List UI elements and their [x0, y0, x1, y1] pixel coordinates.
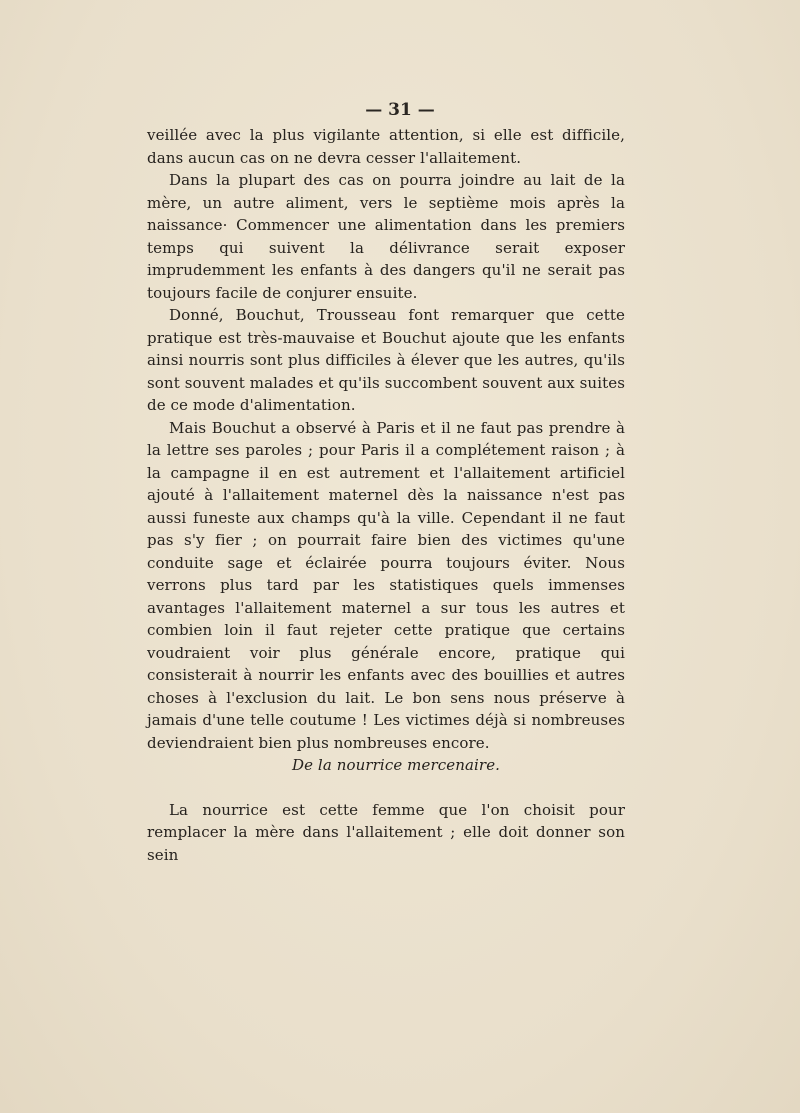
paragraph-feeding-timing: Dans la plupart des cas on pourra joindre au lait de la mère, un autre aliment, vers le septième mois après la naissance· Commencer une alimentation dans les premiers temps qui suivent la délivrance serait exposer imprudemment les enfants à des dangers qu'il ne serait pas toujours facile de conjurer ensuite.: [147, 171, 625, 302]
paragraph-continuation: veillée avec la plus vigilante attention, si elle est difficile, dans aucun cas on ne devra cesser l'allaitement.: [147, 126, 625, 167]
paragraph-bouchut-remark: Donné, Bouchut, Trousseau font remarquer que cette pratique est très-mauvaise et Bouchut ajoute que les enfants ainsi nourris sont plus difficiles à élever que les autres, qu'ils sont souvent malades et qu'ils succombent souvent aux suites de ce mode d'alimentation.: [147, 306, 625, 414]
paragraph-paris-observation: Mais Bouchut a observé à Paris et il ne faut pas prendre à la lettre ses paroles ; pour Paris il a complétement raison ; à la campagne il en est autrement et l'allaitement artificiel ajouté à l'allaitement maternel dès la naissance n'est pas aussi funeste aux champs qu'à la ville. Cependant il ne faut pas s'y fier ; on pourrait faire bien des victimes qu'une conduite sage et éclairée pourra toujours éviter. Nous verrons plus tard par les statistiques quels immenses avantages l'allaitement maternel a sur tous les autres et combien loin il faut rejeter cette pratique que certains voudraient voir plus générale encore, pratique qui consisterait à nourrir les enfants avec des bouillies et autres choses à l'exclusion du lait. Le bon sens nous préserve à jamais d'une telle coutume ! Les victimes déjà si nombreuses deviendraient bien plus nombreuses encore.: [147, 418, 625, 752]
paragraph-nourrice: La nourrice est cette femme que l'on choisit pour remplacer la mère dans l'allaitement ; elle doit donner son sein: [147, 800, 625, 864]
page-number: — 31 —: [365, 100, 435, 120]
body-text: [147, 124, 625, 866]
section-heading: De la nourrice mercenaire.: [291, 756, 501, 774]
